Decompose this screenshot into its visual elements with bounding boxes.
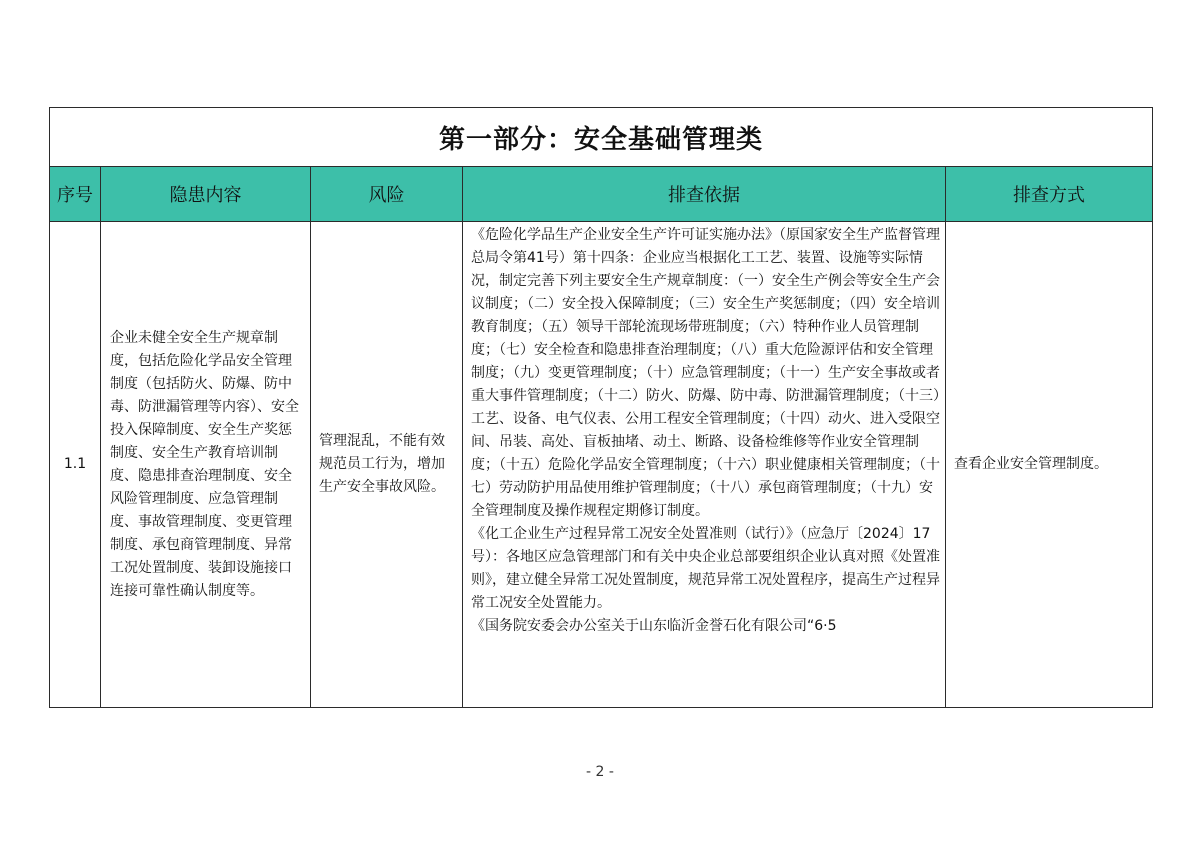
header-method: 排查方式 [946, 167, 1153, 222]
basis-paragraph: 《危险化学品生产企业安全生产许可证实施办法》（原国家安全生产监督管理总局令第41号）第十四条：企业应当根据化工工艺、装置、设施等实际情况，制定完善下列主要安全生产规章制度：（一）安全生产例会等安全生产会议制度；（二）安全投入保障制度；（三）安全生产奖惩制度；（四）安全培训教育制度；（五）领导干部轮流现场带班制度；（六）特种作业人员管理制度；（七）安全检查和隐患排查治理制度；（八）重大危险源评估和安全管理制度；（九）变更管理制度；（十）应急管理制度；（十一）生产安全事故或者重大事件管理制度；（十二）防火、防爆、防中毒、防泄漏管理制度；（十三）工艺、设备、电气仪表、公用工程安全管理制度；（十四）动火、进入受限空间、吊装、高处、盲板抽堵、动土、断路、设备检维修等作业安全管理制度；（十五）危险化学品安全管理制度；（十六）职业健康相关管理制度；（十七）劳动防护用品使用维护管理制度；（十八）承包商管理制度；（十九）安全管理制度及操作规程定期修订制度。 [471, 227, 940, 519]
header-content: 隐患内容 [101, 167, 311, 222]
header-risk: 风险 [311, 167, 463, 222]
basis-paragraph: 《化工企业生产过程异常工况安全处置准则（试行）》（应急厅〔2024〕17号）：各地区应急管理部门和有关中央企业总部要组织企业认真对照《处置准则》，建立健全异常工况处置制度，规范异常工况处置程序，提高生产过程异常工况安全处置能力。 [471, 526, 940, 611]
table-row [50, 222, 1153, 708]
row-seq: 1.1 [50, 222, 101, 708]
header-seq: 序号 [50, 167, 101, 222]
row-method: 查看企业安全管理制度。 [946, 222, 1153, 708]
header-row [50, 167, 1153, 222]
basis-text [471, 224, 940, 705]
hazard-check-table [49, 107, 1153, 708]
header-basis: 排查依据 [463, 167, 946, 222]
row-basis [463, 222, 946, 708]
row-hazard-content: 企业未健全安全生产规章制度，包括危险化学品安全管理制度（包括防火、防爆、防中毒、防泄漏管理等内容）、安全投入保障制度、安全生产奖惩制度、安全生产教育培训制度、隐患排查治理制度、安全风险管理制度、应急管理制度、事故管理制度、变更管理制度、承包商管理制度、异常工况处置制度、装卸设施接口连接可靠性确认制度等。 [101, 222, 311, 708]
section-title: 第一部分：安全基础管理类 [50, 108, 1153, 167]
page-number: - 2 - [586, 764, 614, 780]
row-risk: 管理混乱，不能有效规范员工行为，增加生产安全事故风险。 [311, 222, 463, 708]
basis-paragraph: 《国务院安委会办公室关于山东临沂金誉石化有限公司“6·5 [471, 618, 837, 634]
